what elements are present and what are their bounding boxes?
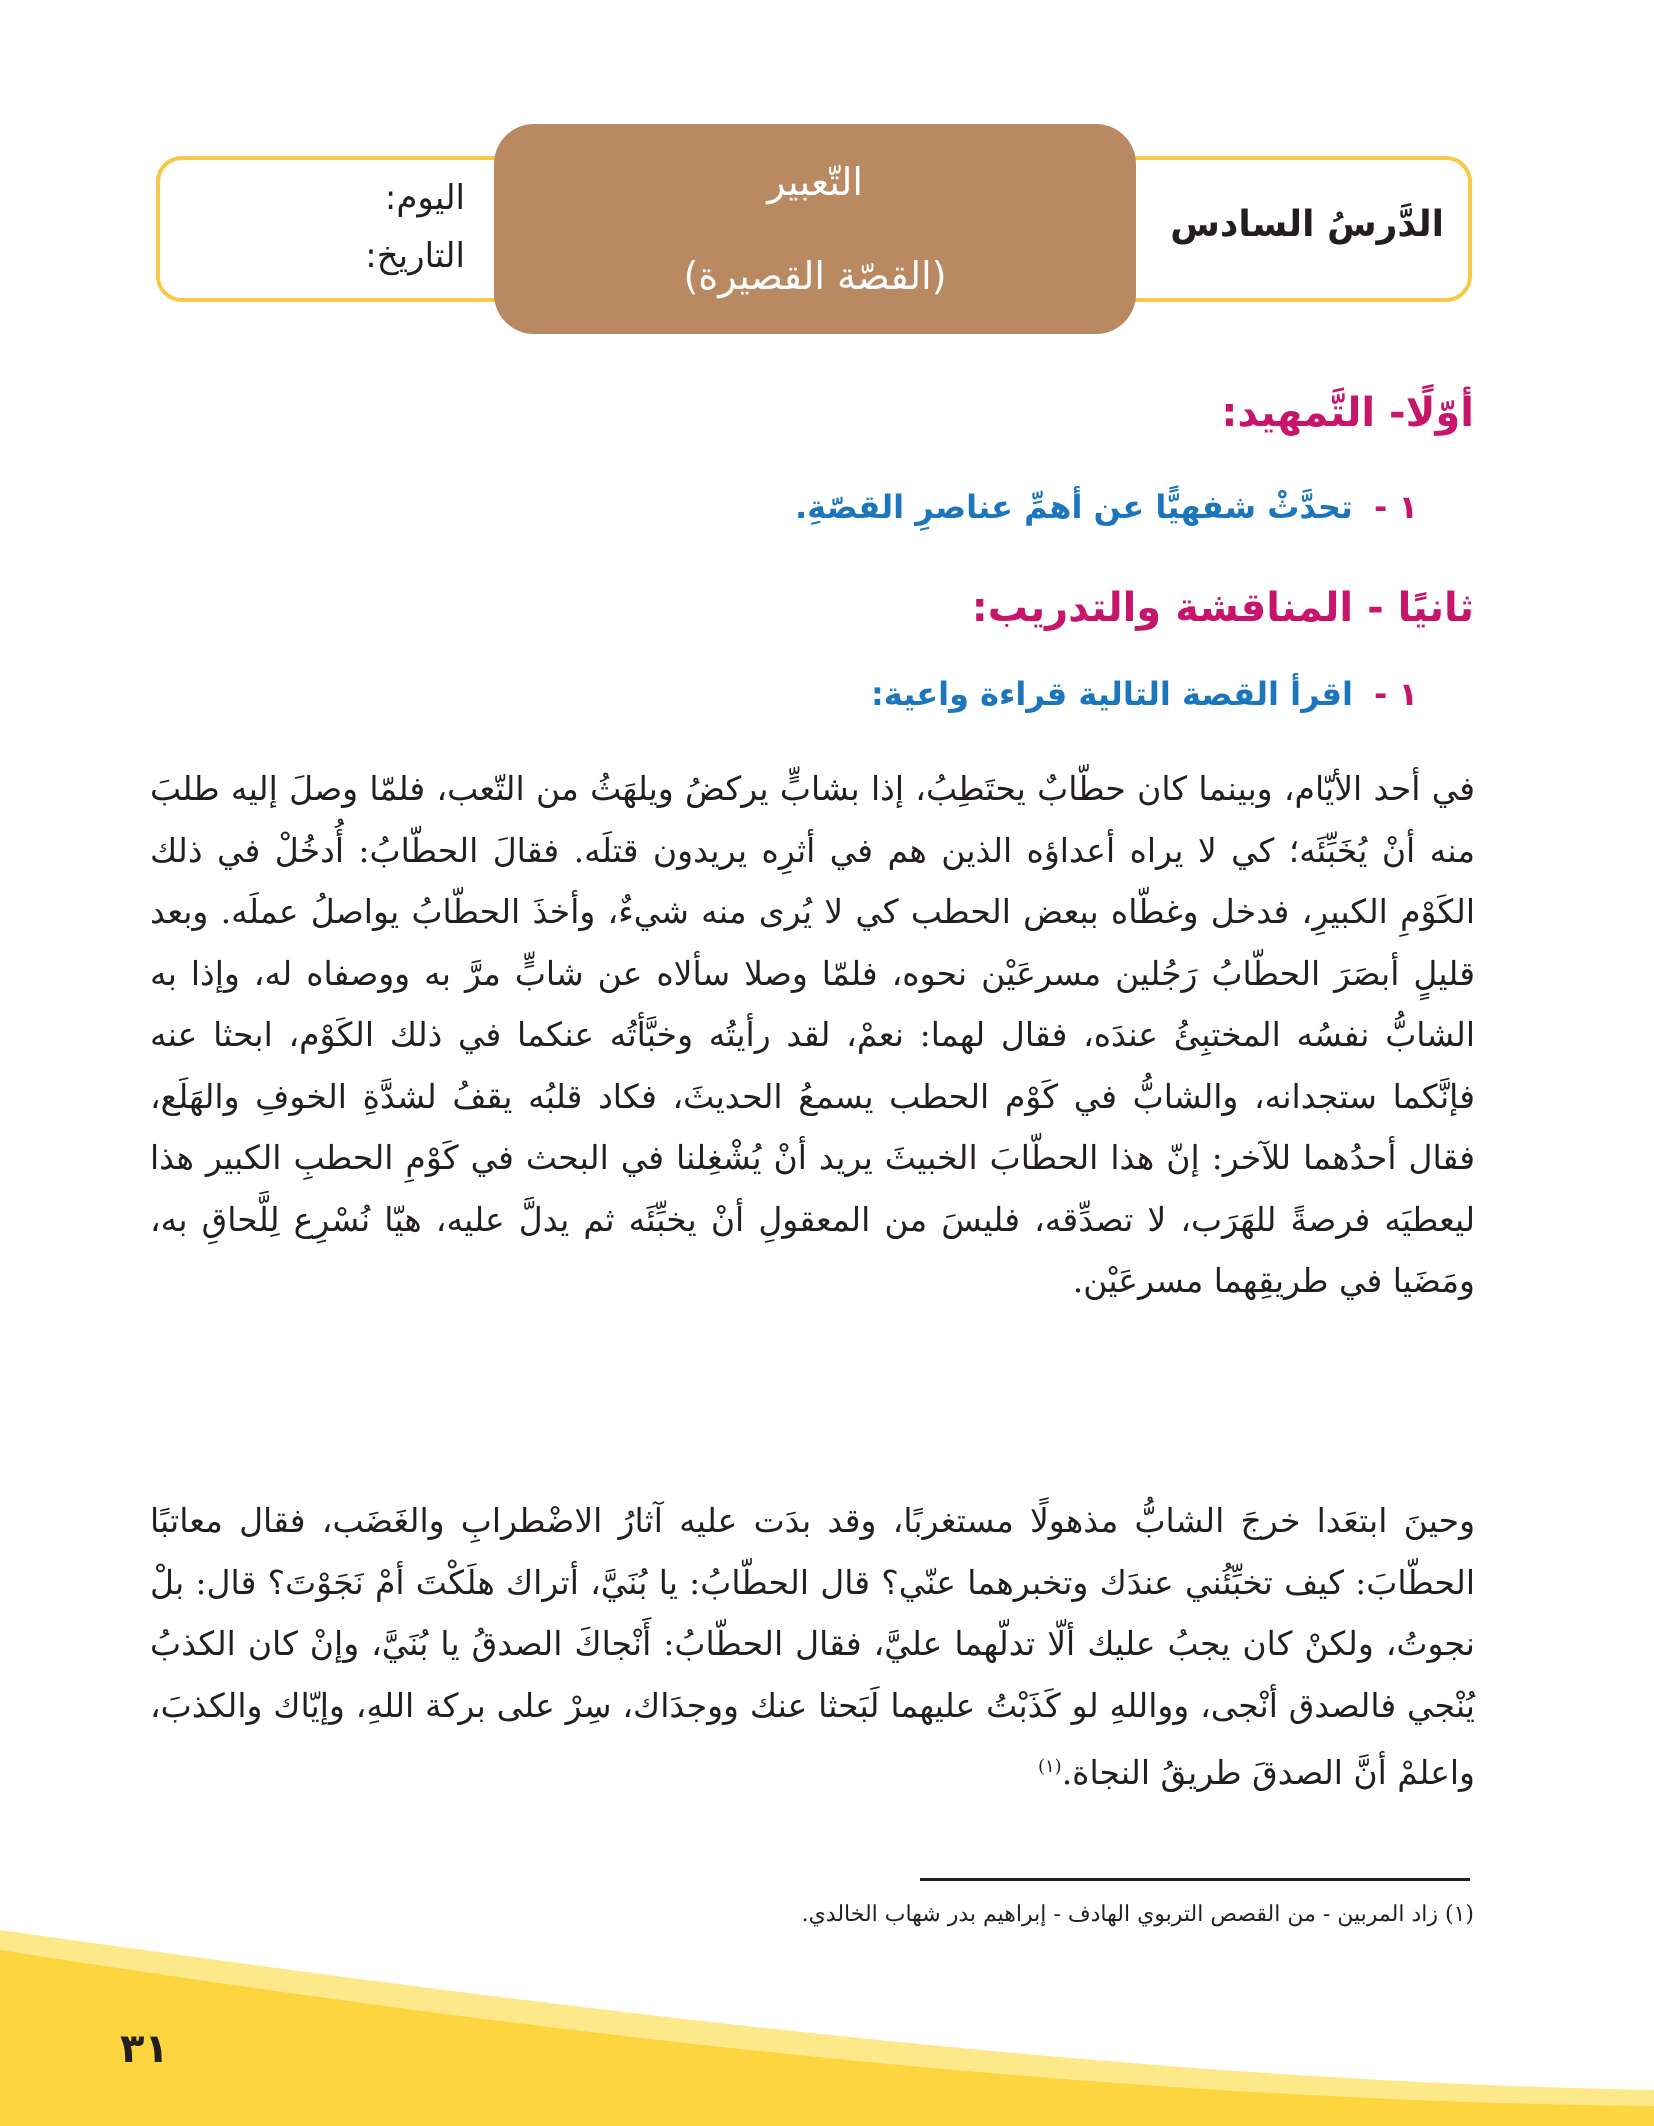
introduction-item: [795, 488, 1418, 526]
date-label: التاريخ:: [365, 236, 465, 276]
story-paragraph-2-text: وحينَ ابتعَدا خرجَ الشابُّ مذهولًا مستغربًا، وقد بدَت عليه آثارُ الاضْطرابِ والغَضَب، فقال معاتبًا الحطّابَ: كيف تخبِّئُني عندَك وتخبرهما عنّي؟ قال الحطّابُ: يا بُنَيَّ، أتراك هلَكْتَ أمْ نَجَوْتَ؟ قال: بلْ نجوتُ، ولكنْ كان يجبُ عليك ألّا تدلّهما عليَّ، فقال الحطّابُ: أَنْجاكَ الصدقُ يا بُنَيَّ، وإنْ كان الكذبُ يُنْجي فالصدق أنْجى، وواللهِ لو كَذَبْتُ عليهما لَبَحثا عنك ووجدَاك، سِرْ على بركة اللهِ، وإيّاك والكذبَ، واعلمْ أنَّ الصدقَ طريقُ النجاة.: [150, 1501, 1475, 1792]
footnote-divider: [920, 1878, 1470, 1881]
topic-subtitle: (القصّة القصيرة): [683, 254, 947, 298]
section-heading-introduction: أوّلًا- التَّمهيد:: [1221, 390, 1474, 436]
item-text: اقرأ القصة التالية قراءة واعية:: [870, 675, 1353, 713]
footnote-reference[interactable]: (١): [1037, 1756, 1062, 1777]
topic-badge: [494, 124, 1136, 334]
page-number: ٣١: [120, 2026, 169, 2072]
day-label: اليوم:: [384, 178, 465, 218]
section-heading-discussion: ثانيًا - المناقشة والتدريب:: [971, 585, 1474, 631]
story-paragraph-2: [150, 1490, 1475, 1804]
lesson-title: الدَّرسُ السادس: [1170, 204, 1444, 245]
discussion-item: [871, 675, 1418, 713]
story-paragraph-1: في أحد الأيّام، وبينما كان حطّابٌ يحتَطِبُ، إذا بشابٍّ يركضُ ويلهَثُ من التّعب، فلمّا وصلَ إليه طلبَ منه أنْ يُخَبِّئَه؛ كي لا يراه أعداؤه الذين هم في أثرِه يريدون قتلَه. فقالَ الحطّابُ: أُدخُلْ في ذلك الكَوْمِ الكبيرِ، فدخل وغطّاه ببعض الحطب كي لا يُرى منه شيءٌ، وأخذَ الحطّابُ يواصلُ عملَه. وبعد قليلٍ أبصَرَ الحطّابُ رَجُلين مسرعَيْن نحوه، فلمّا وصلا سألاه عن شابٍّ مرَّ به ووصفاه له، وإذا به الشابُّ نفسُه المختبِئُ عندَه، فقال لهما: نعمْ، لقد رأيتُه وخبَّأتُه عنكما في ذلك الكَوْم، ابحثا عنه فإنَّكما ستجدانه، والشابُّ في كَوْم الحطب يسمعُ الحديثَ، فكاد قلبُه يقفُ لشدَّةِ الخوفِ والهَلَع، فقال أحدُهما للآخر: إنّ هذا الحطّابَ الخبيثَ يريد أنْ يُشْغِلنا في البحث في كَوْمِ الحطبِ الكبير هذا ليعطيَه فرصةً للهَرَب، لا تصدِّقه، فليسَ من المعقولِ أنْ يخبِّئَه ثم يدلَّ عليه، هيّا نُسْرِع لِلَّحاقِ به، ومَضَيا في طريقِهما مسرعَيْن.: [150, 769, 1475, 1300]
item-text: تحدَّثْ شفهيًّا عن أهمِّ عناصرِ القصّةِ.: [795, 488, 1353, 526]
topic-title: التّعبير: [767, 160, 863, 204]
item-number: ١ -: [1374, 488, 1418, 526]
footnote-text: (١) زاد المربين - من القصص التربوي الهادف - إبراهيم بدر شهاب الخالدي.: [801, 1902, 1474, 1927]
bottom-wave-decoration: [0, 1930, 1654, 2126]
item-number: ١ -: [1374, 675, 1418, 713]
